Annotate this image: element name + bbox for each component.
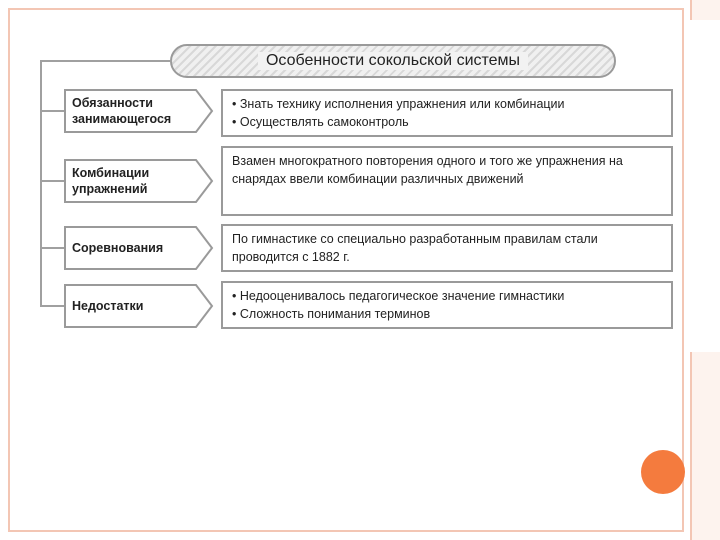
tree-vertical-connector [40,60,42,306]
row-content-duties [221,89,673,137]
slide-edge-top [690,0,720,20]
row-label-drawbacks: Недостатки [64,284,214,328]
tree-branch-2 [40,180,64,182]
tree-branch-4 [40,305,64,307]
row-label-competitions: Соревнования [64,226,214,270]
row-content-drawbacks [221,281,673,329]
tree-top-connector [40,60,172,62]
row-label-duties: Обязанности занимающегося [64,89,214,133]
list-item: • Знать технику исполнения упражнения или комбинации [232,95,662,113]
orange-circle-decoration [641,450,685,494]
row-content-competitions: По гимнастике со специально разработанным правилам стали проводится с 1882 г. [221,224,673,272]
tree-branch-3 [40,247,64,249]
row-label-combinations: Комбинации упражнений [64,159,214,203]
diagram-title: Особенности сокольской системы [170,44,616,78]
slide-edge-bottom [690,352,720,540]
list-item: • Осуществлять самоконтроль [232,113,662,131]
tree-branch-1 [40,110,64,112]
list-item: • Недооценивалось педагогическое значение гимнастики [232,287,662,305]
list-item: • Сложность понимания терминов [232,305,662,323]
row-content-combinations: Взамен многократного повторения одного и того же упражнения на снарядах ввели комбинации различных движений [221,146,673,216]
